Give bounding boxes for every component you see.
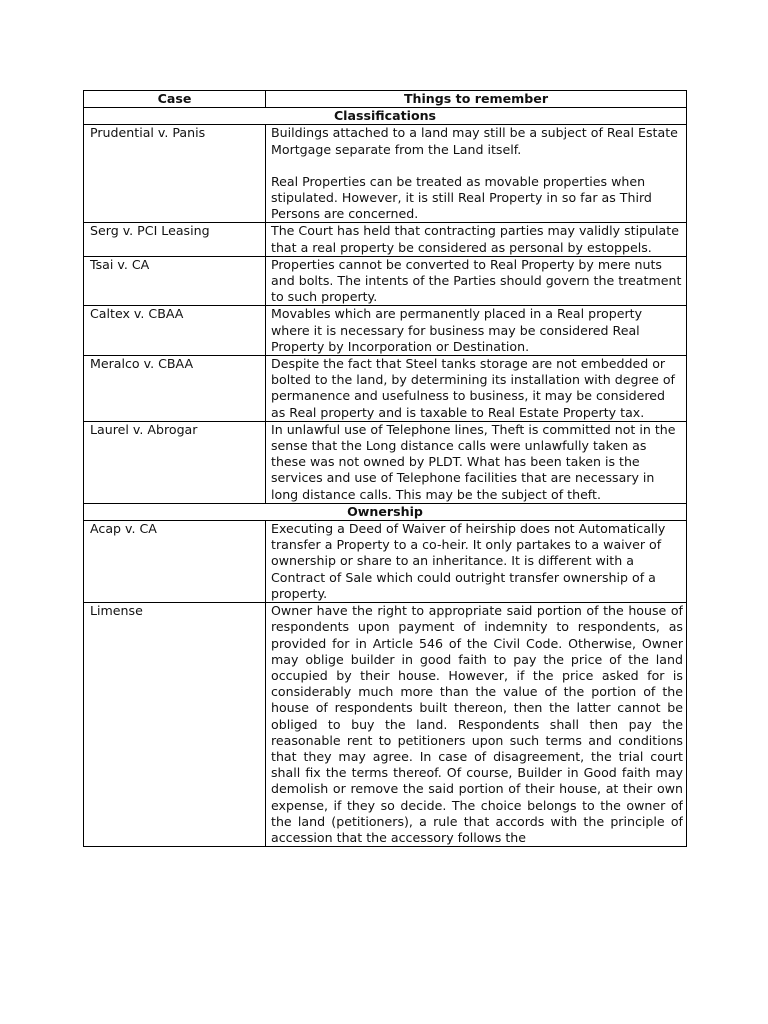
case-notes [266,356,687,422]
case-name: Acap v. CA [84,521,266,603]
note-paragraph: Buildings attached to a land may still be a subject of Real Estate Mortgage separate from the Land itself. [271,125,678,157]
case-name: Serg v. PCI Leasing [84,223,266,256]
header-case: Case [84,91,266,108]
case-name: Meralco v. CBAA [84,356,266,422]
table-row [84,256,687,306]
table-row [84,306,687,356]
header-things-to-remember: Things to remember [266,91,687,108]
case-notes [266,223,687,256]
note-paragraph: Properties cannot be converted to Real Property by mere nuts and bolts. The intents of the Parties should govern the treatment to such property. [271,256,682,305]
case-notes [266,306,687,356]
note-paragraph: Despite the fact that Steel tanks storage are not embedded or bolted to the land, by determining its installation with degree of permanence and usefulness to business, it may be considered as Real property and is taxable to Real Estate Property tax. [271,356,675,420]
table-row [84,521,687,603]
note-clip [271,603,683,846]
case-name: Tsai v. CA [84,256,266,306]
header-row [84,91,687,108]
case-notes [266,256,687,306]
case-notes [266,421,687,503]
section-row-classifications [84,108,687,125]
note-paragraph: Movables which are permanently placed in a Real property where it is necessary for business may be considered Real Property by Incorporation or Destination. [271,306,643,354]
case-name: Prudential v. Panis [84,125,266,223]
case-notes [266,125,687,223]
table-row [84,603,687,847]
section-title-classifications: Classifications [84,108,687,125]
note-paragraph: The Court has held that contracting parties may validly stipulate that a real property be considered as personal by estoppels. [271,223,679,255]
case-name: Caltex v. CBAA [84,306,266,356]
table-row [84,223,687,256]
note-paragraph: Owner have the right to appropriate said portion of the house of respondents upon payment of indemnity to respondents, as provided for in Article 546 of the Civil Code. Otherwise, Owner may oblige builder in good faith to pay the price of the land occupied by their house. However, if the price asked for is considerably much more than the value of the portion of the house of respondents built thereon, then the latter cannot be obliged to buy the land. Respondents shall then pay the reasonable rent to petitioners upon such terms and conditions that they may agree. In case of disagreement, the trial court shall fix the terms thereof. Of course, Builder in Good faith may demolish or remove the said portion of their house, at their own expense, if they so decide. The choice belongs to the owner of the land (petitioners), a rule that accords with the principle of accession that the accessory follows the [271,603,683,845]
table-row [84,356,687,422]
note-paragraph: In unlawful use of Telephone lines, Theft is committed not in the sense that the Long distance calls were unlawfully taken as these was not owned by PLDT. What has been taken is the services and use of Telephone facilities that are necessary in long distance calls. This may be the subject of theft. [271,421,676,502]
case-notes [266,603,687,847]
table-row [84,421,687,503]
case-name: Laurel v. Abrogar [84,421,266,503]
section-row-ownership [84,503,687,520]
note-paragraph: Real Properties can be treated as movable properties when stipulated. However, it is still Real Property in so far as Third Persons are concerned. [271,173,652,222]
case-notes [266,521,687,603]
section-title-ownership: Ownership [84,503,687,520]
note-paragraph: Executing a Deed of Waiver of heirship does not Automatically transfer a Property to a co-heir. It only partakes to a waiver of ownership or share to an inheritance. It is different with a Contract of Sale which could outright transfer ownership of a property. [271,521,666,601]
table-row [84,125,687,223]
case-name: Limense [84,603,266,847]
case-digest-table [83,90,687,847]
